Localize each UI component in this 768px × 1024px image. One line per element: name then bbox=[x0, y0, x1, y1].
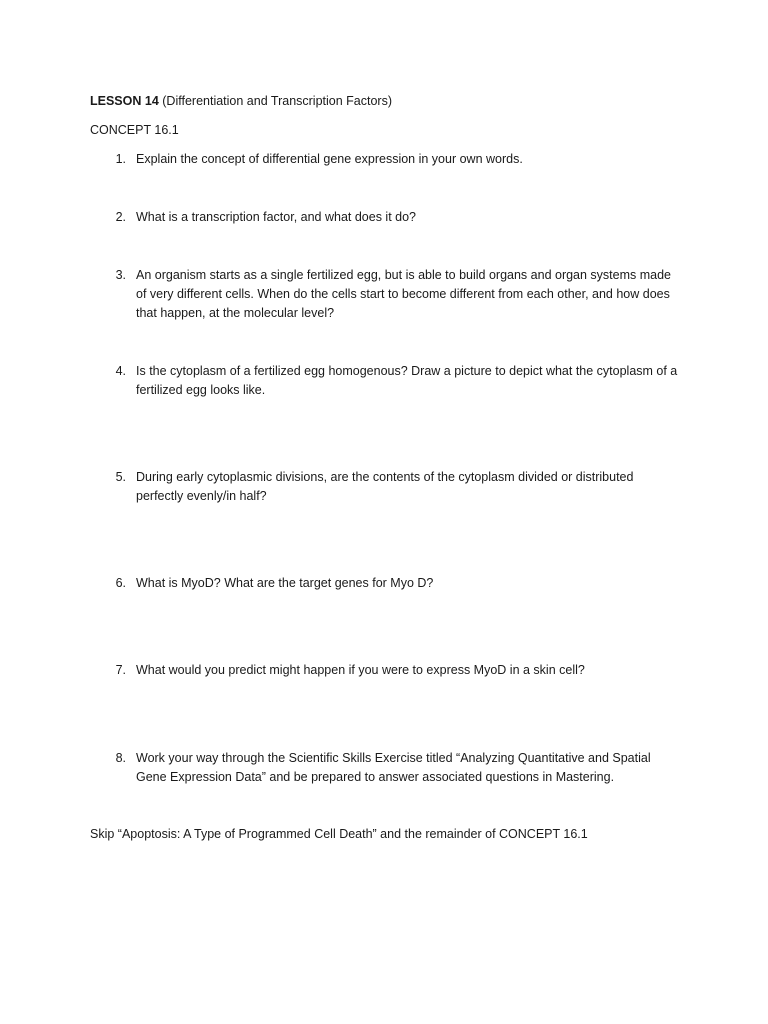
question-number: 2. bbox=[115, 210, 126, 224]
question-number: 3. bbox=[115, 268, 126, 282]
question-text: During early cytoplasmic divisions, are the contents of the cytoplasm divided or distributed perfectly evenly/in half? bbox=[136, 470, 634, 503]
lesson-title bbox=[90, 92, 392, 111]
question-number: 7. bbox=[115, 663, 126, 677]
question-item bbox=[112, 749, 682, 787]
question-number: 1. bbox=[115, 152, 126, 166]
question-text: Work your way through the Scientific Skills Exercise titled “Analyzing Quantitative and Spatial Gene Expression Data” and be prepared to answer associated questions in Mastering. bbox=[136, 751, 651, 784]
question-number: 4. bbox=[115, 364, 126, 378]
question-item bbox=[112, 208, 682, 227]
lesson-label: LESSON 14 bbox=[90, 94, 159, 108]
question-item bbox=[112, 661, 682, 680]
question-text: Is the cytoplasm of a fertilized egg homogenous? Draw a picture to depict what the cytoplasm of a fertilized egg looks like. bbox=[136, 364, 678, 397]
question-text: What is MyoD? What are the target genes for Myo D? bbox=[136, 576, 434, 590]
lesson-subtitle: (Differentiation and Transcription Factors) bbox=[162, 94, 392, 108]
question-text: What is a transcription factor, and what does it do? bbox=[136, 210, 417, 224]
question-item bbox=[112, 468, 682, 506]
question-number: 8. bbox=[115, 751, 126, 765]
question-number: 5. bbox=[115, 470, 126, 484]
question-item bbox=[112, 574, 682, 593]
question-text: Explain the concept of differential gene expression in your own words. bbox=[136, 152, 523, 166]
question-item bbox=[112, 150, 682, 169]
question-item bbox=[112, 362, 682, 400]
question-text: What would you predict might happen if you were to express MyoD in a skin cell? bbox=[136, 663, 585, 677]
question-text: An organism starts as a single fertilized egg, but is able to build organs and organ systems made of very different cells. When do the cells start to become different from each other, and how does that happen, at the molecular level? bbox=[136, 268, 672, 320]
concept-heading: CONCEPT 16.1 bbox=[90, 123, 179, 137]
skip-note: Skip “Apoptosis: A Type of Programmed Cell Death” and the remainder of CONCEPT 16.1 bbox=[90, 827, 588, 841]
question-number: 6. bbox=[115, 576, 126, 590]
question-item bbox=[112, 266, 682, 323]
